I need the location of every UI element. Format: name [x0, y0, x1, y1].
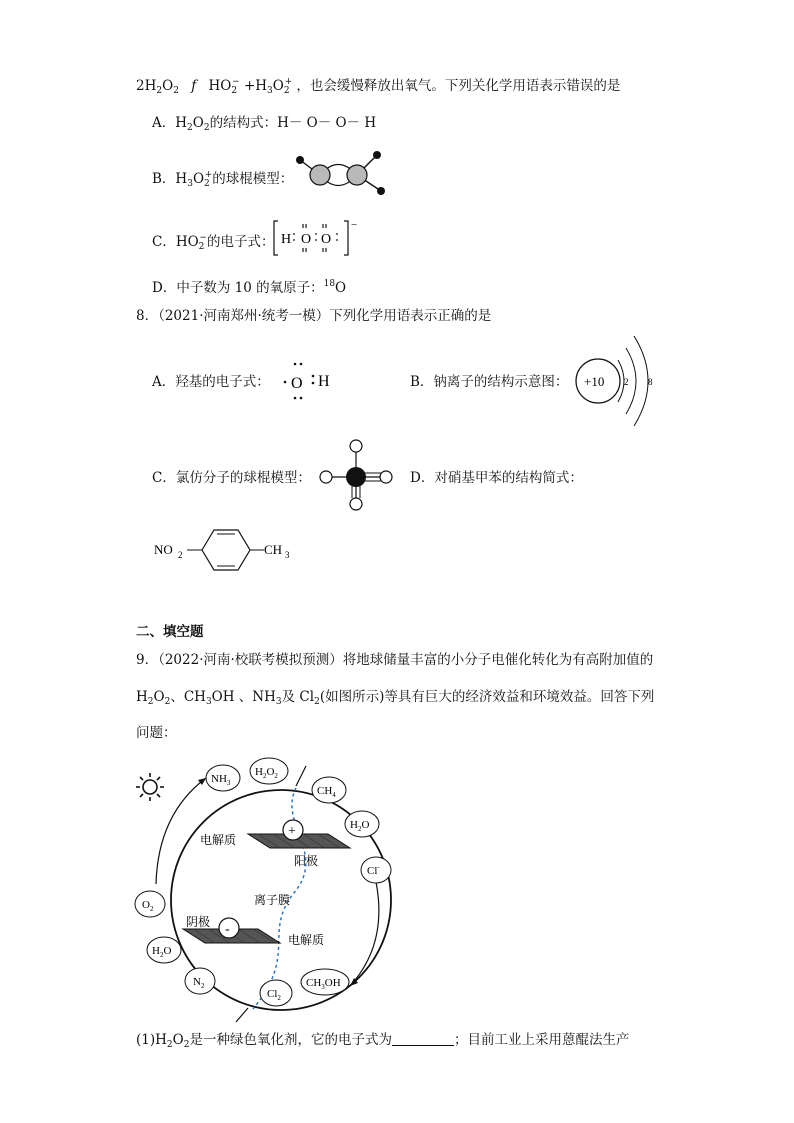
- svg-text:电解质: 电解质: [200, 833, 237, 847]
- svg-text:CH4: $CH_4$: [317, 785, 336, 799]
- q9-stem-line1: 9．（2022·河南·校联考模拟预测）将地球储量丰富的小分子电催化转化为有高附加值的: [136, 652, 654, 668]
- q8-stem: 8．（2021·河南郑州·统考一模）下列化学用语表示正确的是: [136, 308, 492, 324]
- svg-text:H2O: $H_2O$: [152, 945, 172, 959]
- sodium-ion-structure-diagram: [574, 330, 666, 432]
- svg-text:3: 3: [285, 550, 290, 560]
- svg-text:O: O: [321, 232, 332, 247]
- svg-text:2: 2: [178, 550, 183, 560]
- svg-text:2: 2: [624, 377, 629, 387]
- electrocatalysis-diagram: [128, 754, 398, 1024]
- svg-text:N2: $N_2$: [193, 976, 205, 990]
- q7-option-b: B．$H_3O_2^+$的球棍模型：: [152, 170, 294, 189]
- svg-text:H: H: [318, 373, 330, 390]
- q9-subquestion-1: $(1)H_2O_2$是一种绿色氧化剂，它的电子式为 ；目前工业上采用蒽醌法生产: [136, 1032, 630, 1050]
- section-title: 二、填空题: [136, 624, 204, 640]
- svg-text:NH3: $NH_3$: [211, 773, 231, 787]
- q7-option-a: A．$H_2O_2$的结构式：H－ O－ O－ H: [152, 115, 377, 133]
- answer-blank[interactable]: [392, 1033, 454, 1046]
- svg-text:O2: $O_2$: [142, 899, 154, 913]
- svg-text:NO: NO: [154, 542, 173, 557]
- svg-text:CH: CH: [264, 542, 283, 557]
- svg-text:Cl2: $Cl_2$: [267, 988, 281, 1002]
- ho2-electron-formula: [272, 218, 358, 258]
- q9-stem-line3: 问题：: [136, 725, 177, 741]
- svg-text:8: 8: [648, 377, 653, 387]
- chloroform-ball-stick-model: [316, 438, 396, 514]
- svg-text:电解质: 电解质: [288, 933, 325, 947]
- svg-text:O: O: [301, 232, 312, 247]
- svg-text:CH3OH: $CH_3OH$: [306, 977, 341, 991]
- q7-option-c: C．$HO_2^-$的电子式：: [152, 233, 275, 252]
- svg-text:+10: +10: [584, 374, 605, 389]
- q8-option-b: B．钠离子的结构示意图：: [410, 374, 569, 390]
- q8-option-d: D．对硝基甲苯的结构简式：: [410, 470, 583, 486]
- svg-text:Cl-: Cl-: [367, 863, 380, 877]
- svg-text:阳极: 阳极: [294, 854, 319, 868]
- q8-option-c: C．氯仿分子的球棍模型：: [152, 470, 311, 486]
- svg-text:-: -: [225, 922, 230, 937]
- svg-text:H2O2: $H_2O_2$: [255, 766, 278, 780]
- svg-text:阴极: 阴极: [186, 915, 211, 929]
- svg-text:+: +: [288, 824, 296, 839]
- svg-text:−: −: [351, 219, 358, 231]
- svg-text:H: H: [281, 232, 292, 247]
- q7-option-d: D．中子数为 10 的氧原子：$^{18}$O: [152, 279, 347, 296]
- svg-text:O: O: [291, 375, 303, 392]
- p-nitrotoluene-structure: [152, 524, 302, 572]
- sun-icon: [136, 773, 164, 801]
- svg-text:H2O: $H_2O$: [350, 819, 370, 833]
- h3o2-ball-stick-model: [292, 148, 392, 200]
- q9-stem-line2: $H_2O_2$、$CH_3OH$ 、$NH_3$及 $Cl_2$(如图所示)等具有巨大的经济效益和环境效益。回答下列: [136, 689, 655, 707]
- q7-stem: $2H_2O_2$ f $HO_2^- +H_3O_2^+$ ，也会缓慢释放出氧气。下列关化学用语表示错误的是: [136, 77, 621, 96]
- svg-text:离子膜: 离子膜: [254, 893, 291, 907]
- hydroxyl-electron-formula: [282, 360, 344, 404]
- q8-option-a: A．羟基的电子式：: [152, 374, 270, 390]
